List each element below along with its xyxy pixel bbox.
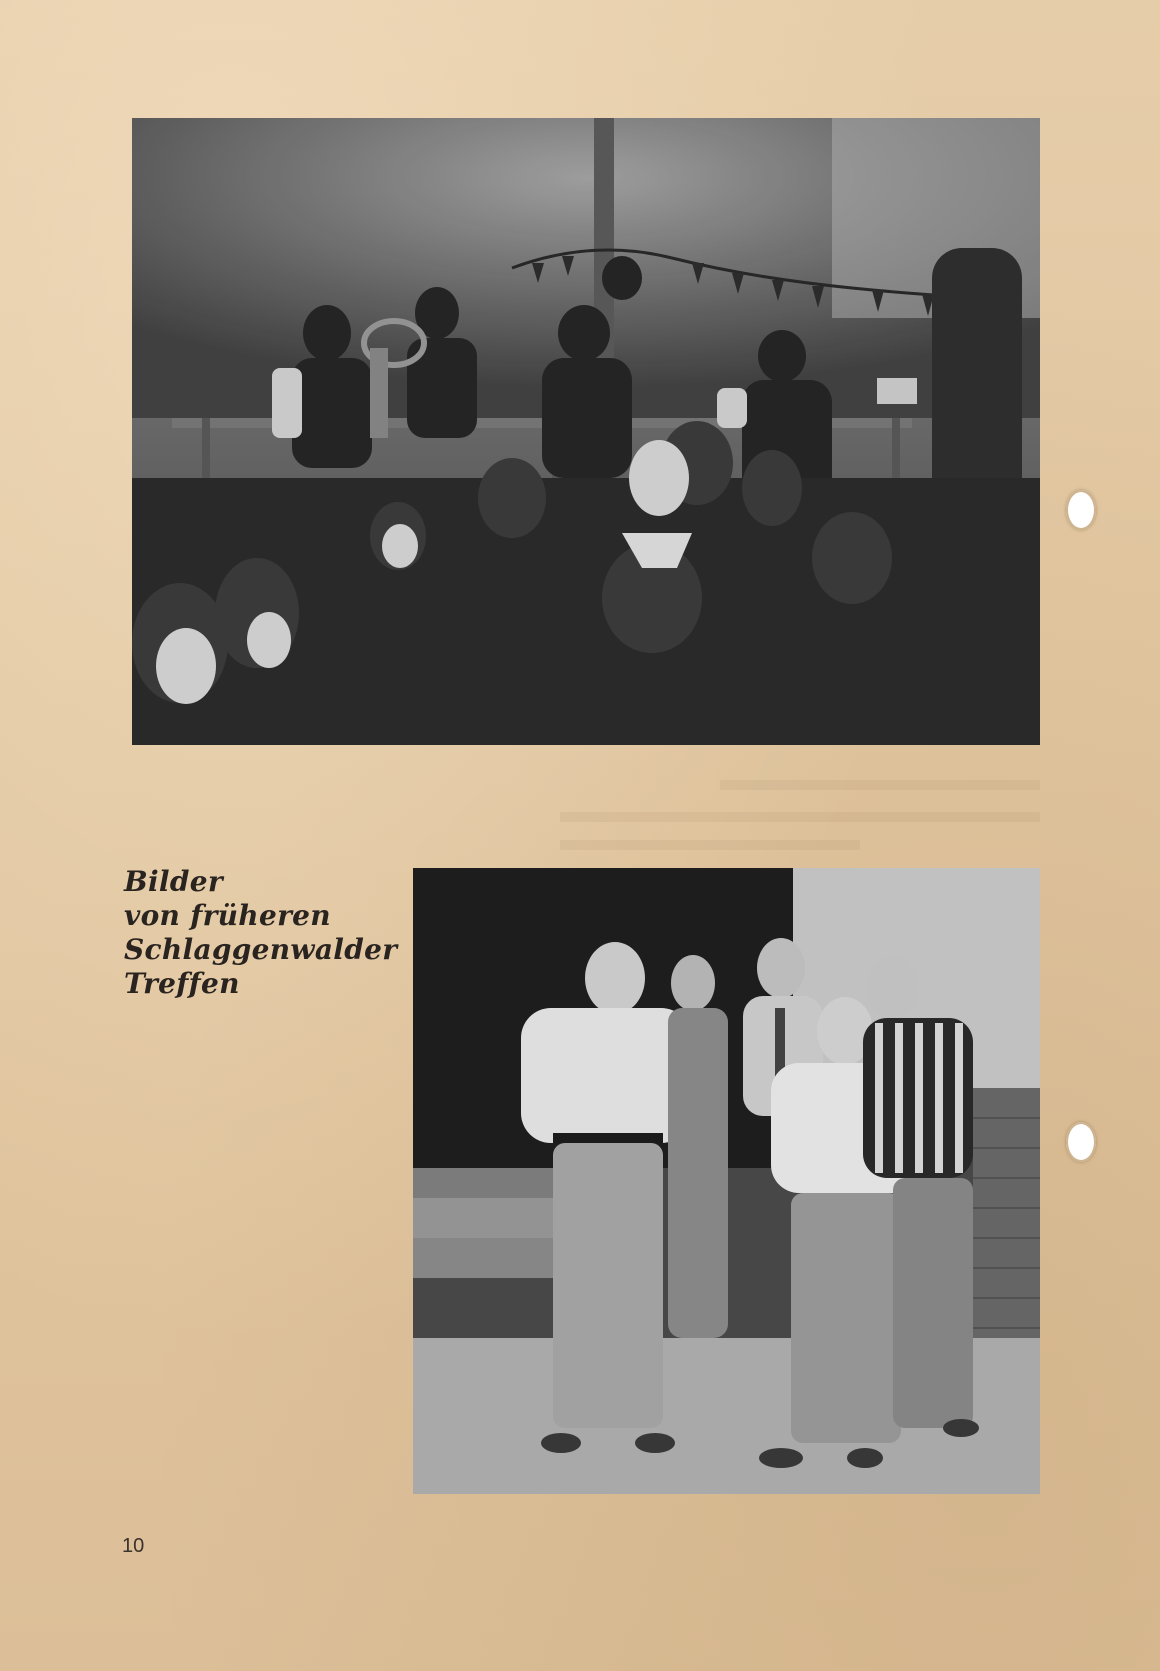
band-photo-image — [132, 118, 1040, 745]
caption-line-1: Bilder — [124, 865, 223, 898]
caption-line-3: Schlaggenwalder — [124, 933, 398, 966]
show-through-mark — [560, 840, 860, 850]
group-photo-image — [413, 868, 1040, 1494]
group-photo — [413, 868, 1040, 1494]
photo-caption — [124, 865, 414, 1001]
show-through-mark — [720, 780, 1040, 790]
caption-line-2: von früheren — [124, 899, 331, 932]
show-through-mark — [560, 812, 1040, 822]
caption-line-4: Treffen — [124, 967, 240, 1000]
page-number: 10 — [122, 1535, 145, 1557]
punch-hole — [1066, 1122, 1096, 1162]
punch-hole — [1066, 490, 1096, 530]
band-photo — [132, 118, 1040, 745]
